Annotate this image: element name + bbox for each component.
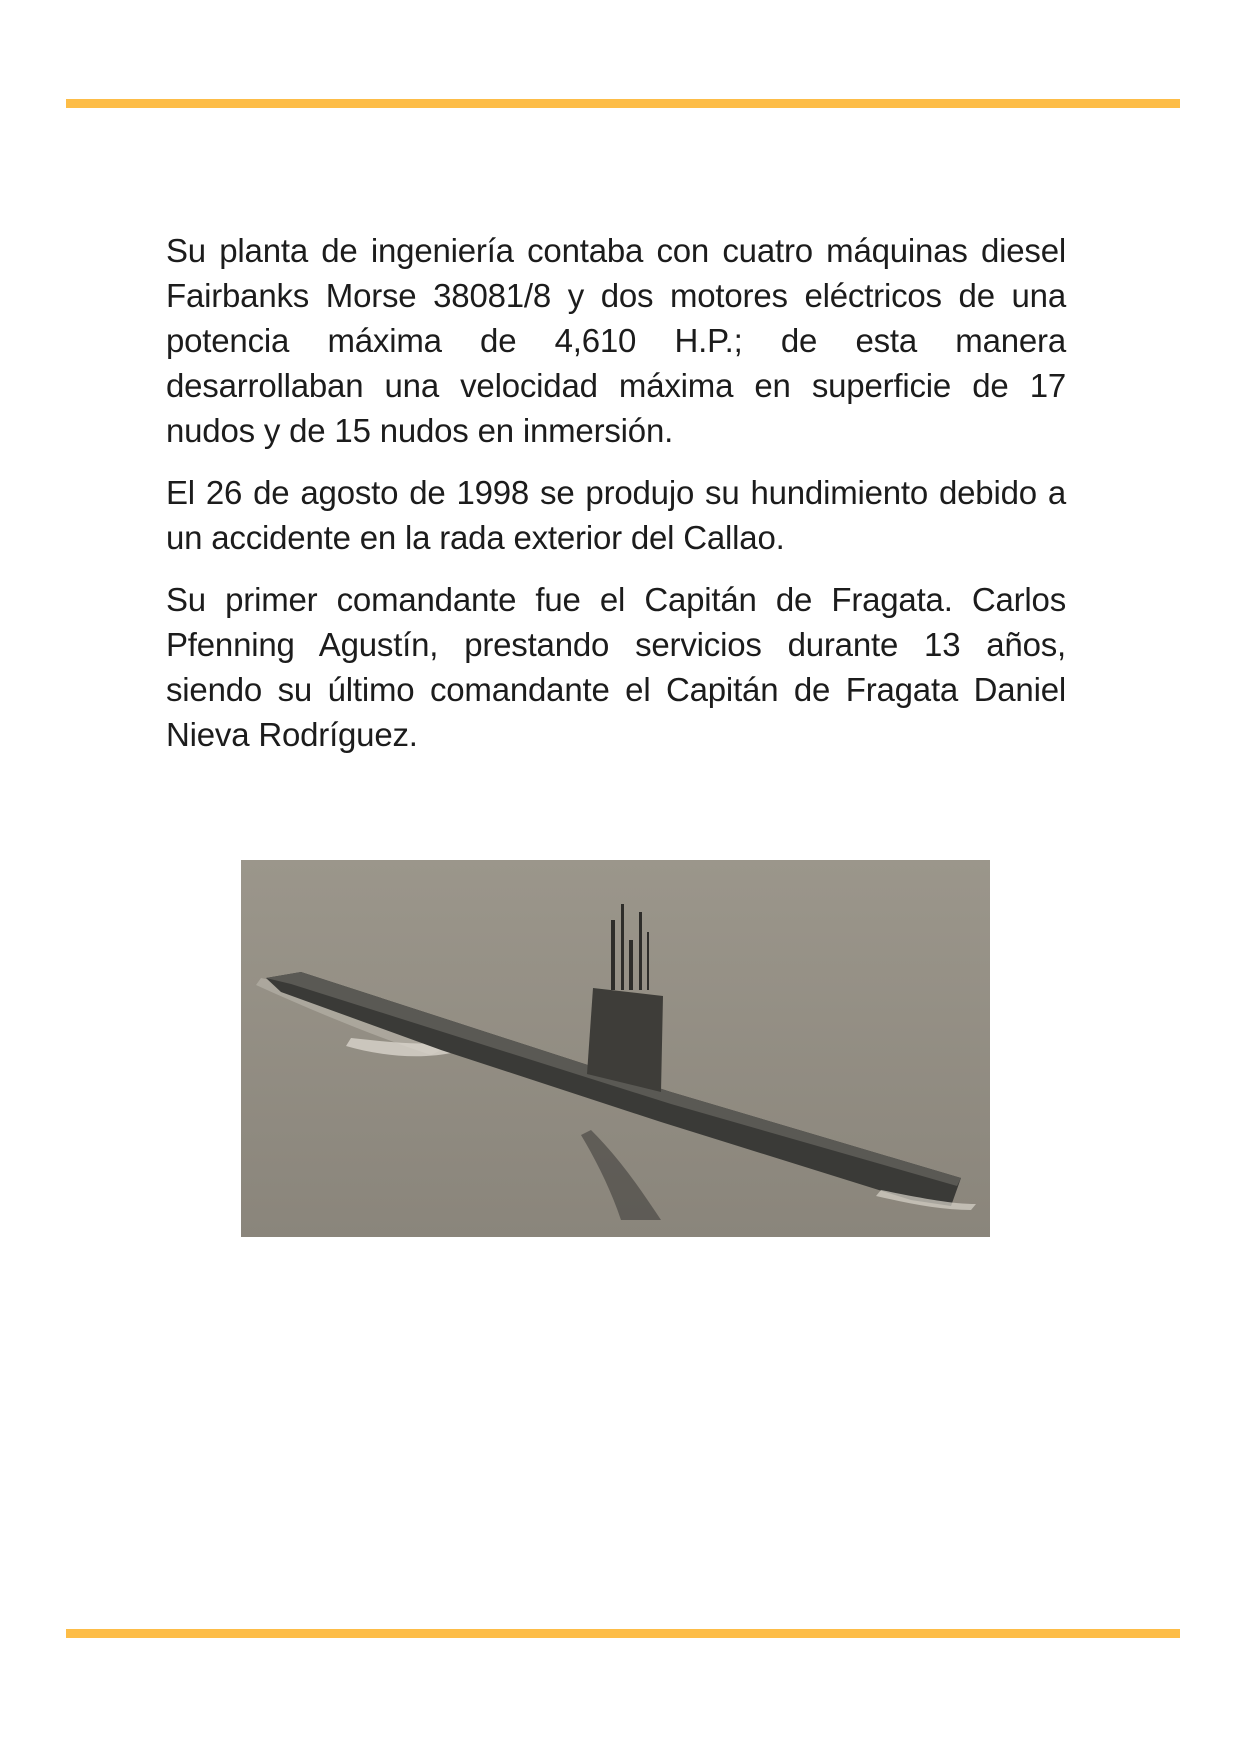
submarine-photo <box>241 860 990 1237</box>
paragraph-engineering-plant: Su planta de ingeniería contaba con cuatro máquinas diesel Fairbanks Morse 38081/8 y dos motores eléctricos de una potencia máxima de 4,610 H.P.; de esta manera desarrollaban una velocidad máxima en superficie de 17 nudos y de 15 nudos en inmersión. <box>166 232 1066 449</box>
bottom-accent-rule <box>66 1629 1180 1638</box>
paragraph-commanders: Su primer comandante fue el Capitán de Fragata. Carlos Pfenning Agustín, prestando servicios durante 13 años, siendo su último comandante el Capitán de Fragata Daniel Nieva Rodríguez. <box>166 581 1066 753</box>
paragraph-sinking: El 26 de agosto de 1998 se produjo su hundimiento debido a un accidente en la rada exterior del Callao. <box>166 474 1066 556</box>
submarine-illustration <box>241 860 990 1237</box>
top-accent-rule <box>66 99 1180 108</box>
body-text <box>166 228 1066 774</box>
